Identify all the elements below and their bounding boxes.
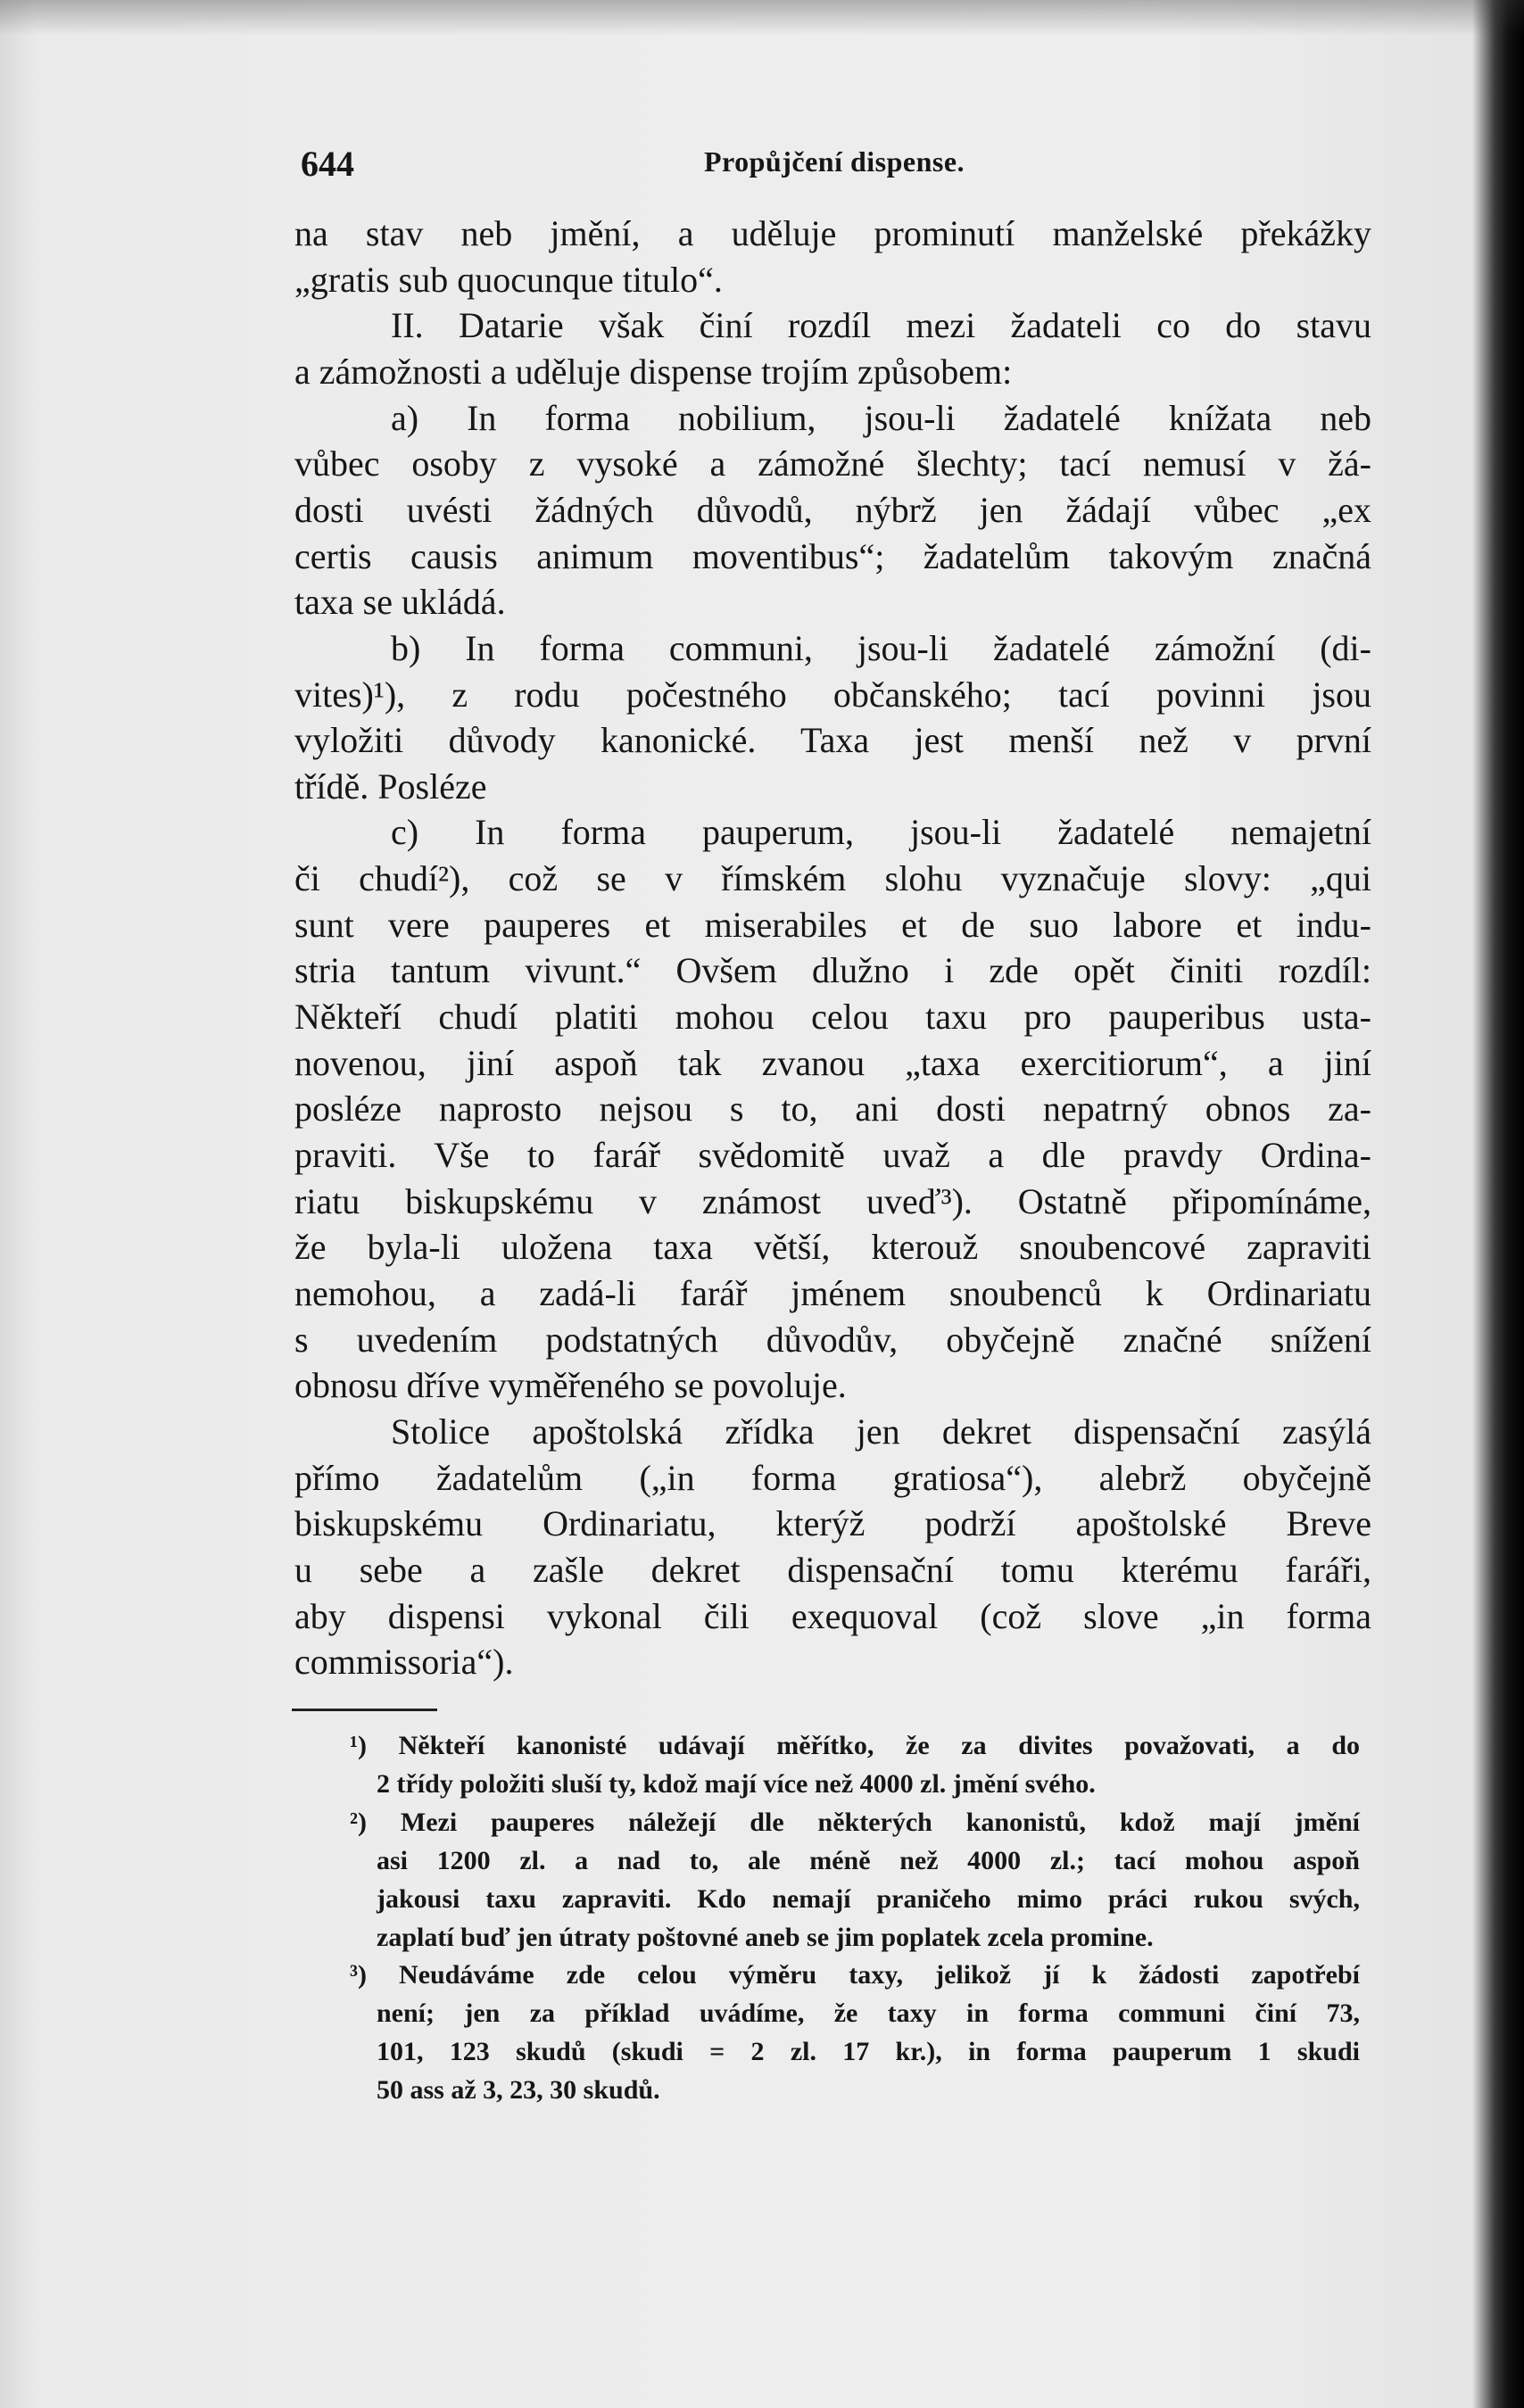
body-line: stria tantum vivunt.“ Ovšem dlužno i zde opět činiti rozdíl: [294,950,1371,991]
footnote-line: ²) Mezi pauperes náležejí dle některých kanonistů, kdož mají jmění [350,1807,1360,1837]
scan-top-shadow [0,0,1524,36]
body-line: posléze naprosto nejsou s to, ani dosti nepatrný obnos za- [294,1088,1371,1130]
body-line: třídě. Posléze [294,765,487,807]
body-line: Někteří chudí platiti mohou celou taxu pro pauperibus usta- [294,997,1371,1038]
body-line: riatu biskupskému v známost uveď³). Ostatně připomínáme, [294,1180,1371,1221]
body-line: obnosu dříve vyměřeného se povoluje. [294,1365,847,1406]
body-line: vůbec osoby z vysoké a zámožné šlechty; tací nemusí v žá- [294,443,1371,484]
body-line: u sebe a zašle dekret dispensační tomu kterému faráři, [294,1549,1371,1590]
body-line: b) In forma communi, jsou-li žadatelé zámožní (di- [391,627,1371,668]
body-line: přímo žadatelům („in forma gratiosa“), alebrž obyčejně [294,1457,1371,1498]
body-line: dosti uvésti žádných důvodů, nýbrž jen žádají vůbec „ex [294,489,1371,530]
body-line: vites)¹), z rodu počestného občanského; tací povinni jsou [294,674,1371,715]
footnote-line: jakousi taxu zapraviti. Kdo nemají praničeho mimo práci rukou svých, [377,1883,1360,1914]
body-line: II. Datarie však činí rozdíl mezi žadateli co do stavu [391,305,1371,346]
footnote-line: 2 třídy položiti sluší ty, kdož mají více než 4000 zl. jmění svého. [377,1768,1096,1799]
body-line: sunt vere pauperes et miserabiles et de suo labore et indu- [294,904,1371,945]
body-line: c) In forma pauperum, jsou-li žadatelé nemajetní [391,812,1371,853]
body-line: certis causis animum moventibus“; žadatelům takovým značná [294,535,1371,576]
page-number: 644 [301,144,354,184]
footnote-line: asi 1200 zl. a nad to, ale méně než 4000 zl.; tací mohou aspoň [377,1845,1360,1875]
body-line: vyložiti důvody kanonické. Taxa jest menší než v první [294,720,1371,761]
body-line: s uvedením podstatných důvodův, obyčejně značné snížení [294,1319,1371,1360]
body-line: a) In forma nobilium, jsou-li žadatelé knížata neb [391,397,1371,438]
running-title: Propůjčení dispense. [703,145,965,178]
body-line: že byla-li uložena taxa větší, kterouž snoubencové zapraviti [294,1227,1371,1268]
body-line: novenou, jiní aspoň tak zvanou „taxa exercitiorum“, a jiní [294,1042,1371,1083]
body-line: a zámožnosti a uděluje dispense trojím způsobem: [294,351,1013,392]
body-line: na stav neb jmění, a uděluje prominutí manželské překážky [294,213,1371,253]
body-line: commissoria“). [294,1642,514,1683]
body-line: Stolice apoštolská zřídka jen dekret dispensační zasýlá [391,1411,1371,1452]
footnote-line: zaplatí buď jen útraty poštovné aneb se jim poplatek zcela promine. [377,1922,1154,1952]
body-line: biskupskému Ordinariatu, kterýž podrží apoštolské Breve [294,1503,1371,1544]
footnote-line: není; jen za příklad uvádíme, že taxy in forma communi činí 73, [377,1998,1360,2029]
footnote-line: 101, 123 skudů (skudi = 2 zl. 17 kr.), in forma pauperum 1 skudi [377,2037,1360,2067]
footnote-separator [292,1709,437,1711]
body-line: aby dispensi vykonal čili exequoval (což slove „in forma [294,1595,1371,1636]
footnote-line: 50 ass až 3, 23, 30 skudů. [377,2075,660,2106]
body-line: nemohou, a zadá-li farář jménem snoubenců k Ordinariatu [294,1272,1371,1313]
body-line: či chudí²), což se v římském slohu vyznačuje slovy: „qui [294,858,1371,899]
footnote-line: ¹) Někteří kanonisté udávají měřítko, že za divites považovati, a do [350,1731,1360,1760]
footnote-line: ³) Neudáváme zde celou výměru taxy, jelikož jí k žádosti zapotřebí [350,1960,1360,1990]
body-line: taxa se ukládá. [294,582,506,623]
body-line: „gratis sub quocunque titulo“. [294,259,723,300]
body-line: praviti. Vše to farář svědomitě uvaž a dle pravdy Ordina- [294,1135,1371,1175]
